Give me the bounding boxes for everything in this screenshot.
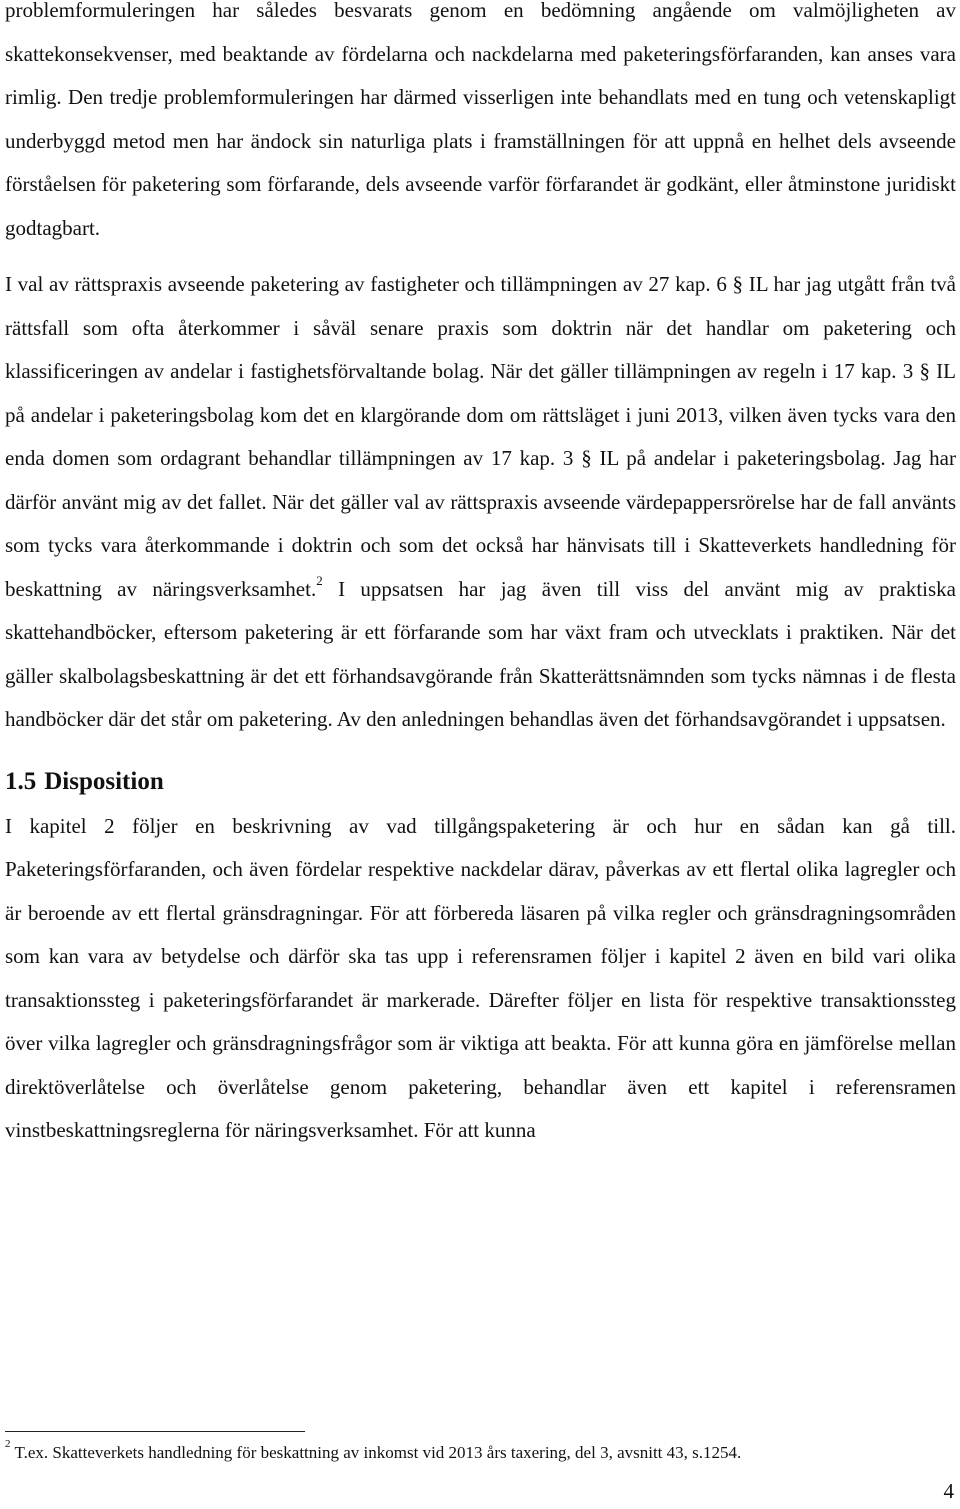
section-number: 1.5 — [5, 767, 37, 795]
paragraph-text: problemformuleringen har således besvarats genom en bedömning angående om valmöjligheten av skattekonsekvenser, med beaktande av fördelarna och nackdelarna med paketeringsförfaranden, kan anses vara rimlig. Den tredje problemformuleringen har därmed visserligen inte behandlats med en tung och vetenskapligt underbyggd metod men har ändock sin naturliga plats i framställningen för att uppnå en helhet dels avseende förståelsen för paketering som förfarande, dels avseende varför förfarandet är godkänt, eller åtminstone juridiskt godtagbart. — [5, 0, 956, 240]
page-number: 4 — [943, 1479, 954, 1503]
footnote-divider — [5, 1431, 305, 1432]
paragraph-disposition — [5, 805, 956, 1153]
paragraph-text: I val av rättspraxis avseende paketering av fastigheter och tillämpningen av 27 kap. 6 § IL har jag utgått från två rättsfall som ofta återkommer i såväl senare praxis som doktrin när det handlar om paketering och klassificeringen av andelar i fastighetsförvaltande bolag. När det gäller tillämpningen av regeln i 17 kap. 3 § IL på andelar i paketeringsbolag kom det en klargörande dom om rättsläget i juni 2013, vilken även tycks vara den enda domen som ordagrant behandlar tillämpningen av 17 kap. 3 § IL på andelar i paketeringsbolag. Jag har därför använt mig av det fallet. När det gäller val av rättspraxis avseende värdepappersrörelse har de fall använts som tycks vara återkommande i doktrin och som det också har hänvisats till i Skatteverkets handledning för beskattning av näringsverksamhet. — [5, 272, 956, 601]
paragraph-text-continued: I uppsatsen har jag även till viss del använt mig av praktiska skattehandböcker, eftersom paketering är ett förfarande som har växt fram och utvecklats i praktiken. När det gäller skalbolagsbeskattning är det ett förhandsavgörande från Skatterättsnämnden som tycks nämnas i de flesta handböcker där det står om paketering. Av den anledningen behandlas även det förhandsavgörandet i uppsatsen. — [5, 576, 956, 731]
footnote-marker: 2 — [5, 1438, 11, 1451]
paragraph-case-law — [5, 263, 956, 742]
footnote-text: T.ex. Skatteverkets handledning för beskattning av inkomst vid 2013 års taxering, del 3, avsnitt 43, s.1254. — [14, 1443, 742, 1462]
paragraph-text: I kapitel 2 följer en beskrivning av vad tillgångspaketering är och hur en sådan kan gå till. Paketeringsförfaranden, och även fördelar respektive nackdelar därav, påverkas av ett flertal olika lagregler och är beroende av ett flertal gränsdragningar. För att förbereda läsaren på vilka regler och gränsdragningsområden som kan vara av betydelse och därför ska tas upp i referensramen följer i kapitel 2 även en bild vari olika transaktionssteg i paketeringsförfarandet är markerade. Därefter följer en lista för respektive transaktionssteg över vilka lagregler och gränsdragningsfrågor som är viktiga att beakta. För att kunna göra en jämförelse mellan direktöverlåtelse och överlåtelse genom paketering, behandlar även ett kapitel i referensramen vinstbeskattningsreglerna för näringsverksamhet. För att kunna — [5, 813, 956, 1142]
document-page — [5, 0, 956, 1153]
footnote — [5, 1440, 955, 1466]
section-heading — [5, 765, 956, 799]
section-title: Disposition — [44, 767, 164, 795]
footnote-reference[interactable]: 2 — [316, 572, 323, 588]
paragraph-method-conclusion — [5, 0, 956, 250]
